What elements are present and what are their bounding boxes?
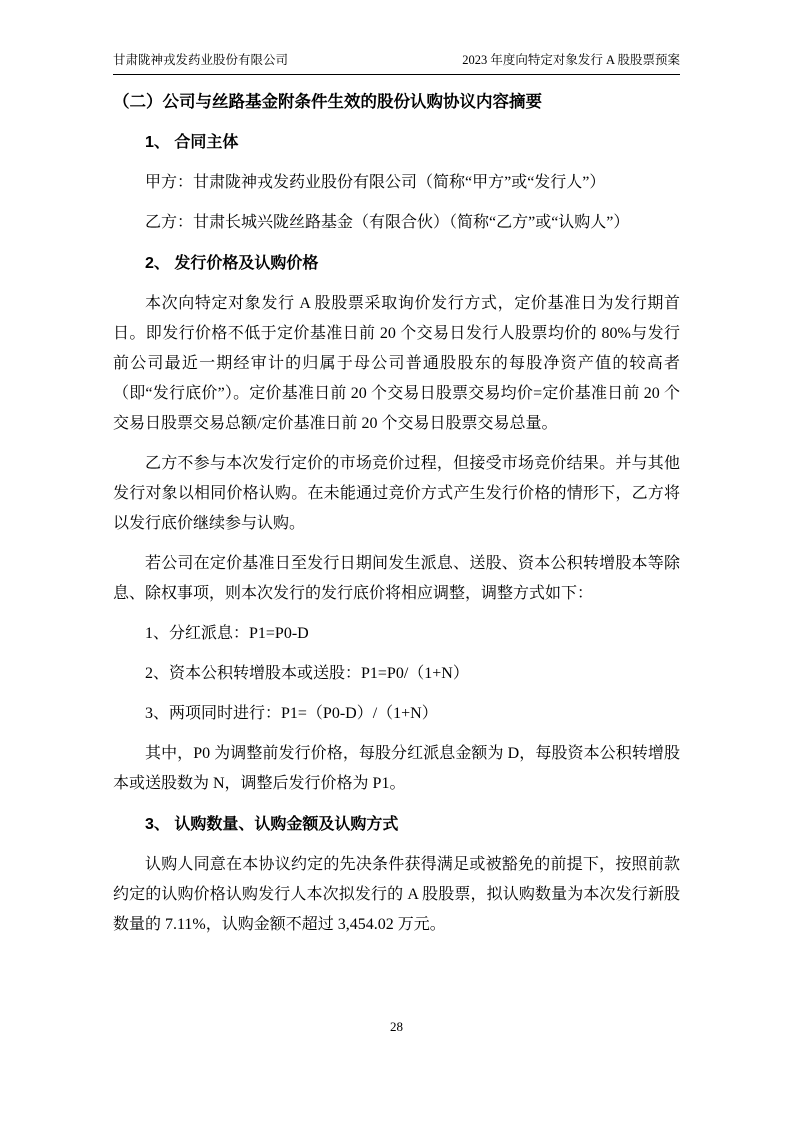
paragraph-bidding-process: 乙方不参与本次发行定价的市场竞价过程，但接受市场竞价结果。并与其他发行对象以相同价格认购。在未能通过竞价方式产生发行价格的情形下，乙方将以发行底价继续参与认购。 — [113, 455, 680, 532]
section-contract-parties — [113, 128, 680, 238]
paragraph-party-b: 乙方：甘肃长城兴陇丝路基金（有限合伙）（简称“乙方”或“认购人”） — [145, 214, 630, 231]
formula-dividend: 1、分红派息：P1=P0-D — [145, 625, 309, 642]
page-footer — [0, 1018, 793, 1036]
subsection-title-subscription: 3、 认购数量、认购金额及认购方式 — [145, 816, 399, 833]
paragraph-party-a: 甲方：甘肃陇神戎发药业股份有限公司（简称“甲方”或“发行人”） — [145, 174, 606, 191]
formula-capitalization: 2、资本公积转增股本或送股：P1=P0/（1+N） — [145, 665, 469, 682]
section-heading: （二）公司与丝路基金附条件生效的股份认购协议内容摘要 — [113, 93, 542, 111]
paragraph-formula-definitions: 其中，P0 为调整前发行价格，每股分红派息金额为 D，每股资本公积转增股本或送股数为 N，调整后发行价格为 P1。 — [113, 745, 680, 792]
formula-combined: 3、两项同时进行：P1=（P0-D）/（1+N） — [145, 705, 438, 722]
section-subscription — [113, 810, 680, 940]
document-content — [113, 74, 680, 940]
paragraph-adjustment-intro: 若公司在定价基准日至发行日期间发生派息、送股、资本公积转增股本等除息、除权事项，则本次发行的发行底价将相应调整，调整方式如下： — [113, 555, 680, 602]
paragraph-subscription-terms: 认购人同意在本协议约定的先决条件获得满足或被豁免的前提下，按照前款约定的认购价格认购发行人本次拟发行的 A 股股票，拟认购数量为本次发行新股数量的 7.11%，认购金额不超过 3,454.02 万元。 — [113, 856, 680, 933]
header-company-name: 甘肃陇神戎发药业股份有限公司 — [113, 53, 289, 67]
header-doc-title: 2023 年度向特定对象发行 A 股股票预案 — [462, 53, 680, 67]
subsection-title-contract-parties: 1、 合同主体 — [145, 134, 239, 151]
page-header — [113, 52, 680, 75]
paragraph-pricing-method: 本次向特定对象发行 A 股股票采取询价发行方式，定价基准日为发行期首日。即发行价格不低于定价基准日前 20 个交易日发行人股票均价的 80%与发行前公司最近一期经审计的归属于母公司普通股股东的每股净资产值的较高者（即“发行底价”）。定价基准日前 20 个交易日股票交易均价=定价基准日前 20 个交易日股票交易总额/定价基准日前 20 个交易日股票交易总量。 — [113, 295, 680, 432]
section-issue-price — [113, 249, 680, 799]
subsection-title-issue-price: 2、 发行价格及认购价格 — [145, 255, 319, 272]
page-number: 28 — [390, 1019, 403, 1034]
